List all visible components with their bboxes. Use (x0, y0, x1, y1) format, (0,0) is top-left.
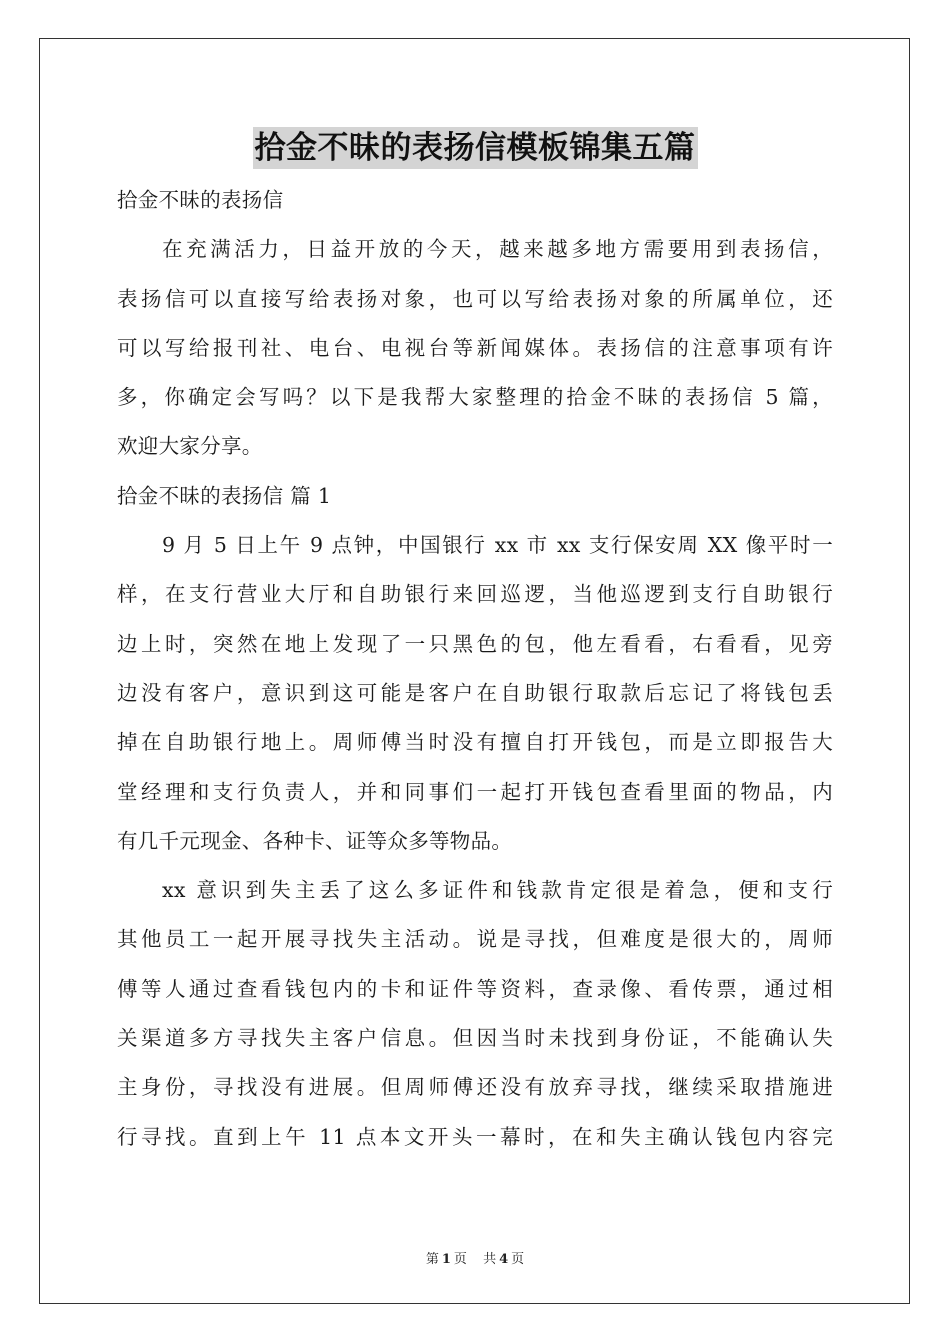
page-footer (0, 1248, 950, 1267)
text-line: 欢迎大家分享。 (117, 434, 263, 459)
total-suffix: 页 (511, 1252, 525, 1267)
text-line: 傅等人通过查看钱包内的卡和证件等资料，查录像、看传票，通过相 (117, 976, 833, 1001)
document-body (117, 176, 833, 1162)
section-heading: 拾金不昧的表扬信 篇 1 (117, 483, 332, 508)
text-line: 表扬信可以直接写给表扬对象，也可以写给表扬对象的所属单位，还 (117, 286, 833, 311)
text-line: 主身份，寻找没有进展。但周师傅还没有放弃寻找，继续采取措施进 (117, 1075, 833, 1100)
text-line: 可以写给报刊社、电台、电视台等新闻媒体。表扬信的注意事项有许 (117, 335, 833, 360)
text-line: 在充满活力，日益开放的今天，越来越多地方需要用到表扬信， (162, 237, 833, 262)
text-line: 9 月 5 日上午 9 点钟，中国银行 xx 市 xx 支行保安周 XX 像平时一 (162, 533, 833, 558)
total-indicator (480, 1252, 527, 1267)
document-title: 拾金不昧的表扬信模板锦集五篇 (253, 127, 698, 169)
text-line: 堂经理和支行负责人，并和同事们一起打开钱包查看里面的物品，内 (117, 779, 833, 804)
text-line: xx 意识到失主丢了这么多证件和钱款肯定很是着急，便和支行 (162, 878, 833, 903)
text-line: 样，在支行营业大厅和自助银行来回巡逻，当他巡逻到支行自助银行 (117, 582, 833, 607)
total-prefix: 共 (483, 1252, 497, 1267)
text-line: 边上时，突然在地上发现了一只黑色的包，他左看看，右看看，见旁 (117, 631, 833, 656)
text-line: 有几千元现金、各种卡、证等众多等物品。 (117, 828, 513, 853)
text-line: 关渠道多方寻找失主客户信息。但因当时未找到身份证，不能确认失 (117, 1026, 833, 1051)
title-container (0, 127, 950, 169)
page-indicator (423, 1252, 470, 1267)
text-line: 多，你确定会写吗？以下是我帮大家整理的拾金不昧的表扬信 5 篇， (117, 385, 833, 410)
text-line: 掉在自助银行地上。周师傅当时没有擅自打开钱包，而是立即报告大 (117, 730, 833, 755)
page-prefix: 第 (425, 1252, 439, 1267)
total-pages: 4 (499, 1252, 509, 1267)
page-suffix: 页 (453, 1252, 467, 1267)
text-line: 其他员工一起开展寻找失主活动。说是寻找，但难度是很大的，周师 (117, 927, 833, 952)
text-line: 行寻找。直到上午 11 点本文开头一幕时，在和失主确认钱包内容完 (117, 1124, 833, 1149)
page-number: 1 (441, 1252, 451, 1267)
section-heading: 拾金不昧的表扬信 (117, 188, 284, 212)
text-line: 边没有客户，意识到这可能是客户在自助银行取款后忘记了将钱包丢 (117, 680, 833, 705)
